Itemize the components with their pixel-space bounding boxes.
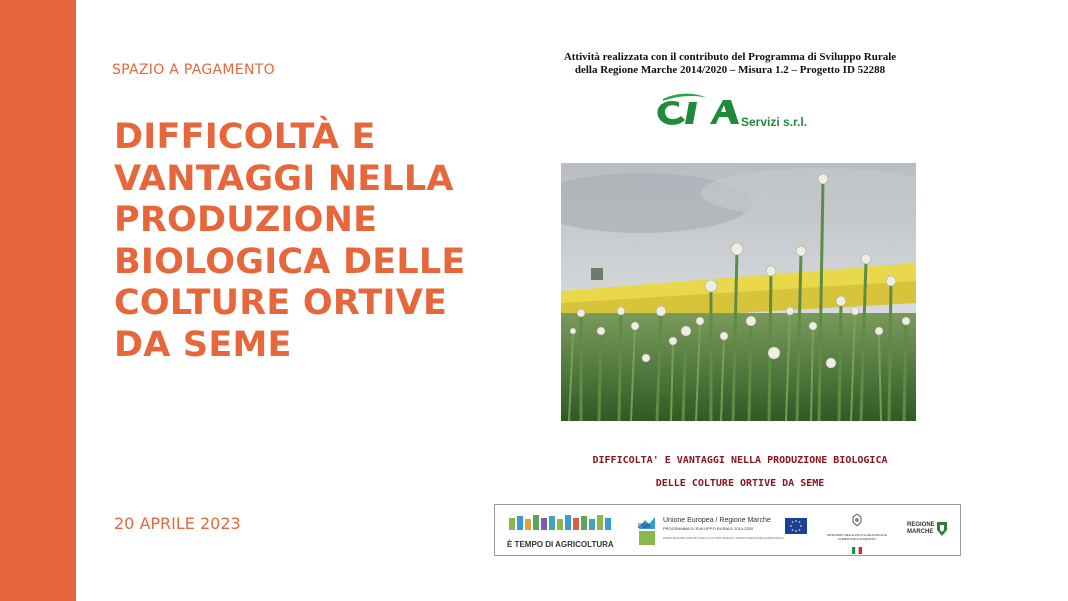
onion-field-photo [561,163,916,421]
eu-flag-icon [785,518,807,534]
funding-line-2: della Regione Marche 2014/2020 – Misura 1.2 – Progetto ID 52288 [574,64,886,76]
poster-caption-line-2: DELLE COLTURE ORTIVE DA SEME [655,478,825,489]
region-name-2: MARCHE [907,529,934,535]
psr-badge-text: PSR [638,524,651,530]
regione-marche-logo [907,522,951,544]
psr-title: Unione Europea / Regione Marche [663,517,771,524]
agricoltura-logo [507,512,617,552]
emblem-icon [852,514,862,526]
ministry-name: MINISTERO DELLE POLITICHE AGRICOLE ALIMENTARI E FORESTALI [827,533,887,541]
slide-title: DIFFICOLTÀ E VANTAGGI NELLA PRODUZIONE BIOLOGICA DELLE COLTURE ORTIVE DA SEME [114,117,466,365]
marche-shield-icon [937,522,947,536]
psr-badge [637,515,657,547]
region-name-1: REGIONE [907,522,935,528]
slide-date: 20 APRILE 2023 [114,514,241,533]
poster-caption-line-1: DIFFICOLTA' E VANTAGGI NELLA PRODUZIONE BIOLOGICA [592,455,888,466]
sponsor-logo-strip [494,504,961,556]
sponsored-label: SPAZIO A PAGAMENTO [112,62,275,78]
accent-side-bar [0,0,76,601]
cia-servizi-logo [655,90,830,132]
funding-notice [540,51,920,77]
italy-flag-icon [852,547,862,554]
psr-fund-text: FONDO EUROPEO AGRICOLO PER LO SVILUPPO RURALE: L'EUROPA INVESTE NELLE ZONE RURALI [663,537,784,540]
funding-line-1: Attività realizzata con il contributo del Programma di Sviluppo Rurale [563,51,897,63]
eu-flag [785,518,807,534]
cia-logo-mark [657,94,739,125]
psr-mountain-icon [637,515,657,547]
ministry-logo [825,513,889,551]
cia-subtitle: Servizi s.r.l. [741,115,808,129]
people-crowd-icon [507,512,615,532]
psr-subtitle: PROGRAMMA DI SVILUPPO RURALE 2014-2020 [663,526,754,531]
psr-text-block [663,517,784,540]
agricoltura-text: È TEMPO DI AGRICOLTURA [507,540,614,549]
